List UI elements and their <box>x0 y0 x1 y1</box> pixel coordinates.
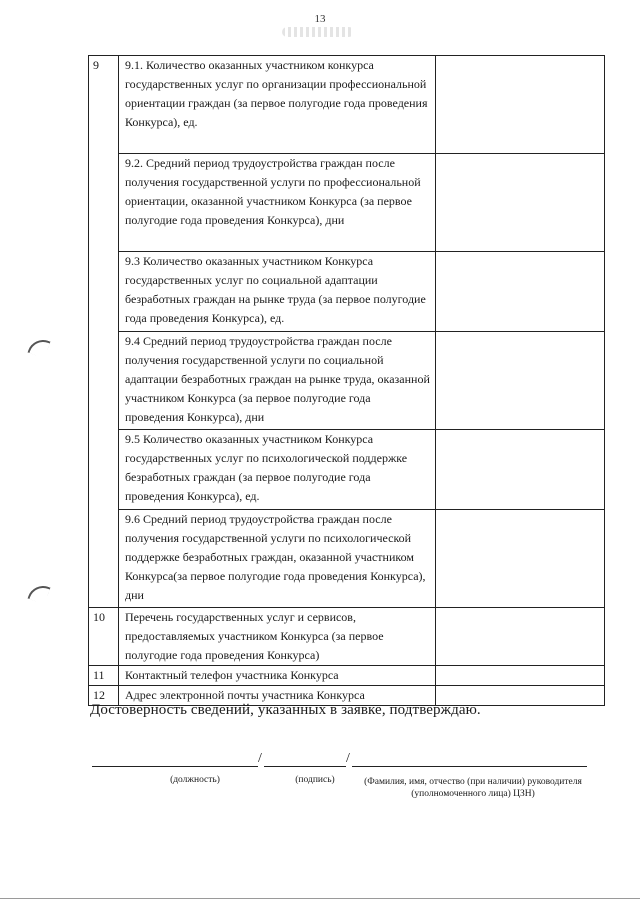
row-value[interactable] <box>436 332 605 430</box>
name-line[interactable] <box>352 766 587 767</box>
table-row <box>89 332 605 430</box>
position-caption: (должность) <box>170 775 220 785</box>
row-value[interactable] <box>436 56 605 154</box>
row-number: 9 <box>89 56 119 608</box>
row-number: 10 <box>89 608 119 666</box>
row-number: 12 <box>89 686 119 706</box>
separator-slash: / <box>258 751 262 766</box>
row-description: Перечень государственных услуг и сервисов, предоставляемых участником Конкурса (за первое полугодие года проведения Конкурса) <box>119 608 436 666</box>
row-description: 9.2. Средний период трудоустройства граждан после получения государственной услуги по профессиональной ориентации, оказанной участником Конкурса (за первое полугодие года проведения Конкурса), дни <box>119 154 436 252</box>
position-line[interactable] <box>92 766 258 767</box>
table-row <box>89 510 605 608</box>
separator-slash: / <box>346 751 350 766</box>
row-value[interactable] <box>436 666 605 686</box>
application-table <box>88 55 605 706</box>
page-edge <box>0 898 640 899</box>
signature-caption: (подпись) <box>295 775 335 785</box>
table-row <box>89 56 605 154</box>
table-row <box>89 430 605 510</box>
table-row <box>89 666 605 686</box>
table-row <box>89 154 605 252</box>
row-description: 9.1. Количество оказанных участником конкурса государственных услуг по организации профессиональной ориентации граждан (за первое полугодие года проведения Конкурса), ед. <box>119 56 436 154</box>
table-row <box>89 608 605 666</box>
row-value[interactable] <box>436 510 605 608</box>
row-description: 9.6 Средний период трудоустройства граждан после получения государственной услуги по психологической поддержке безработных граждан, оказанной участником Конкурса(за первое полугодие года проведения Конкурса), дни <box>119 510 436 608</box>
row-value[interactable] <box>436 154 605 252</box>
scan-hole-mark <box>27 335 50 358</box>
row-description: Адрес электронной почты участника Конкурса <box>119 686 436 706</box>
name-caption: (Фамилия, имя, отчество (при наличии) руководителя (уполномоченного лица) ЦЗН) <box>364 777 582 799</box>
row-description: 9.4 Средний период трудоустройства граждан после получения государственной услуги по социальной адаптации безработных граждан на рынке труда, оказанной участником Конкурса (за первое полугодие года проведения Конкурса), дни <box>119 332 436 430</box>
page-number: 13 <box>314 13 326 25</box>
stamp-mark <box>282 27 354 37</box>
row-value[interactable] <box>436 430 605 510</box>
row-value[interactable] <box>436 608 605 666</box>
row-description: Контактный телефон участника Конкурса <box>119 666 436 686</box>
row-value[interactable] <box>436 252 605 332</box>
table-row <box>89 252 605 332</box>
confirmation-statement: Достоверность сведений, указанных в заявке, подтверждаю. <box>90 702 481 718</box>
signature-line[interactable] <box>264 766 346 767</box>
row-description: 9.5 Количество оказанных участником Конкурса государственных услуг по психологической поддержке безработных граждан (за первое полугодие года проведения Конкурса), ед. <box>119 430 436 510</box>
row-description: 9.3 Количество оказанных участником Конкурса государственных услуг по социальной адаптации безработных граждан на рынке труда (за первое полугодие года проведения Конкурса), ед. <box>119 252 436 332</box>
scan-hole-mark <box>27 581 50 604</box>
row-number: 11 <box>89 666 119 686</box>
